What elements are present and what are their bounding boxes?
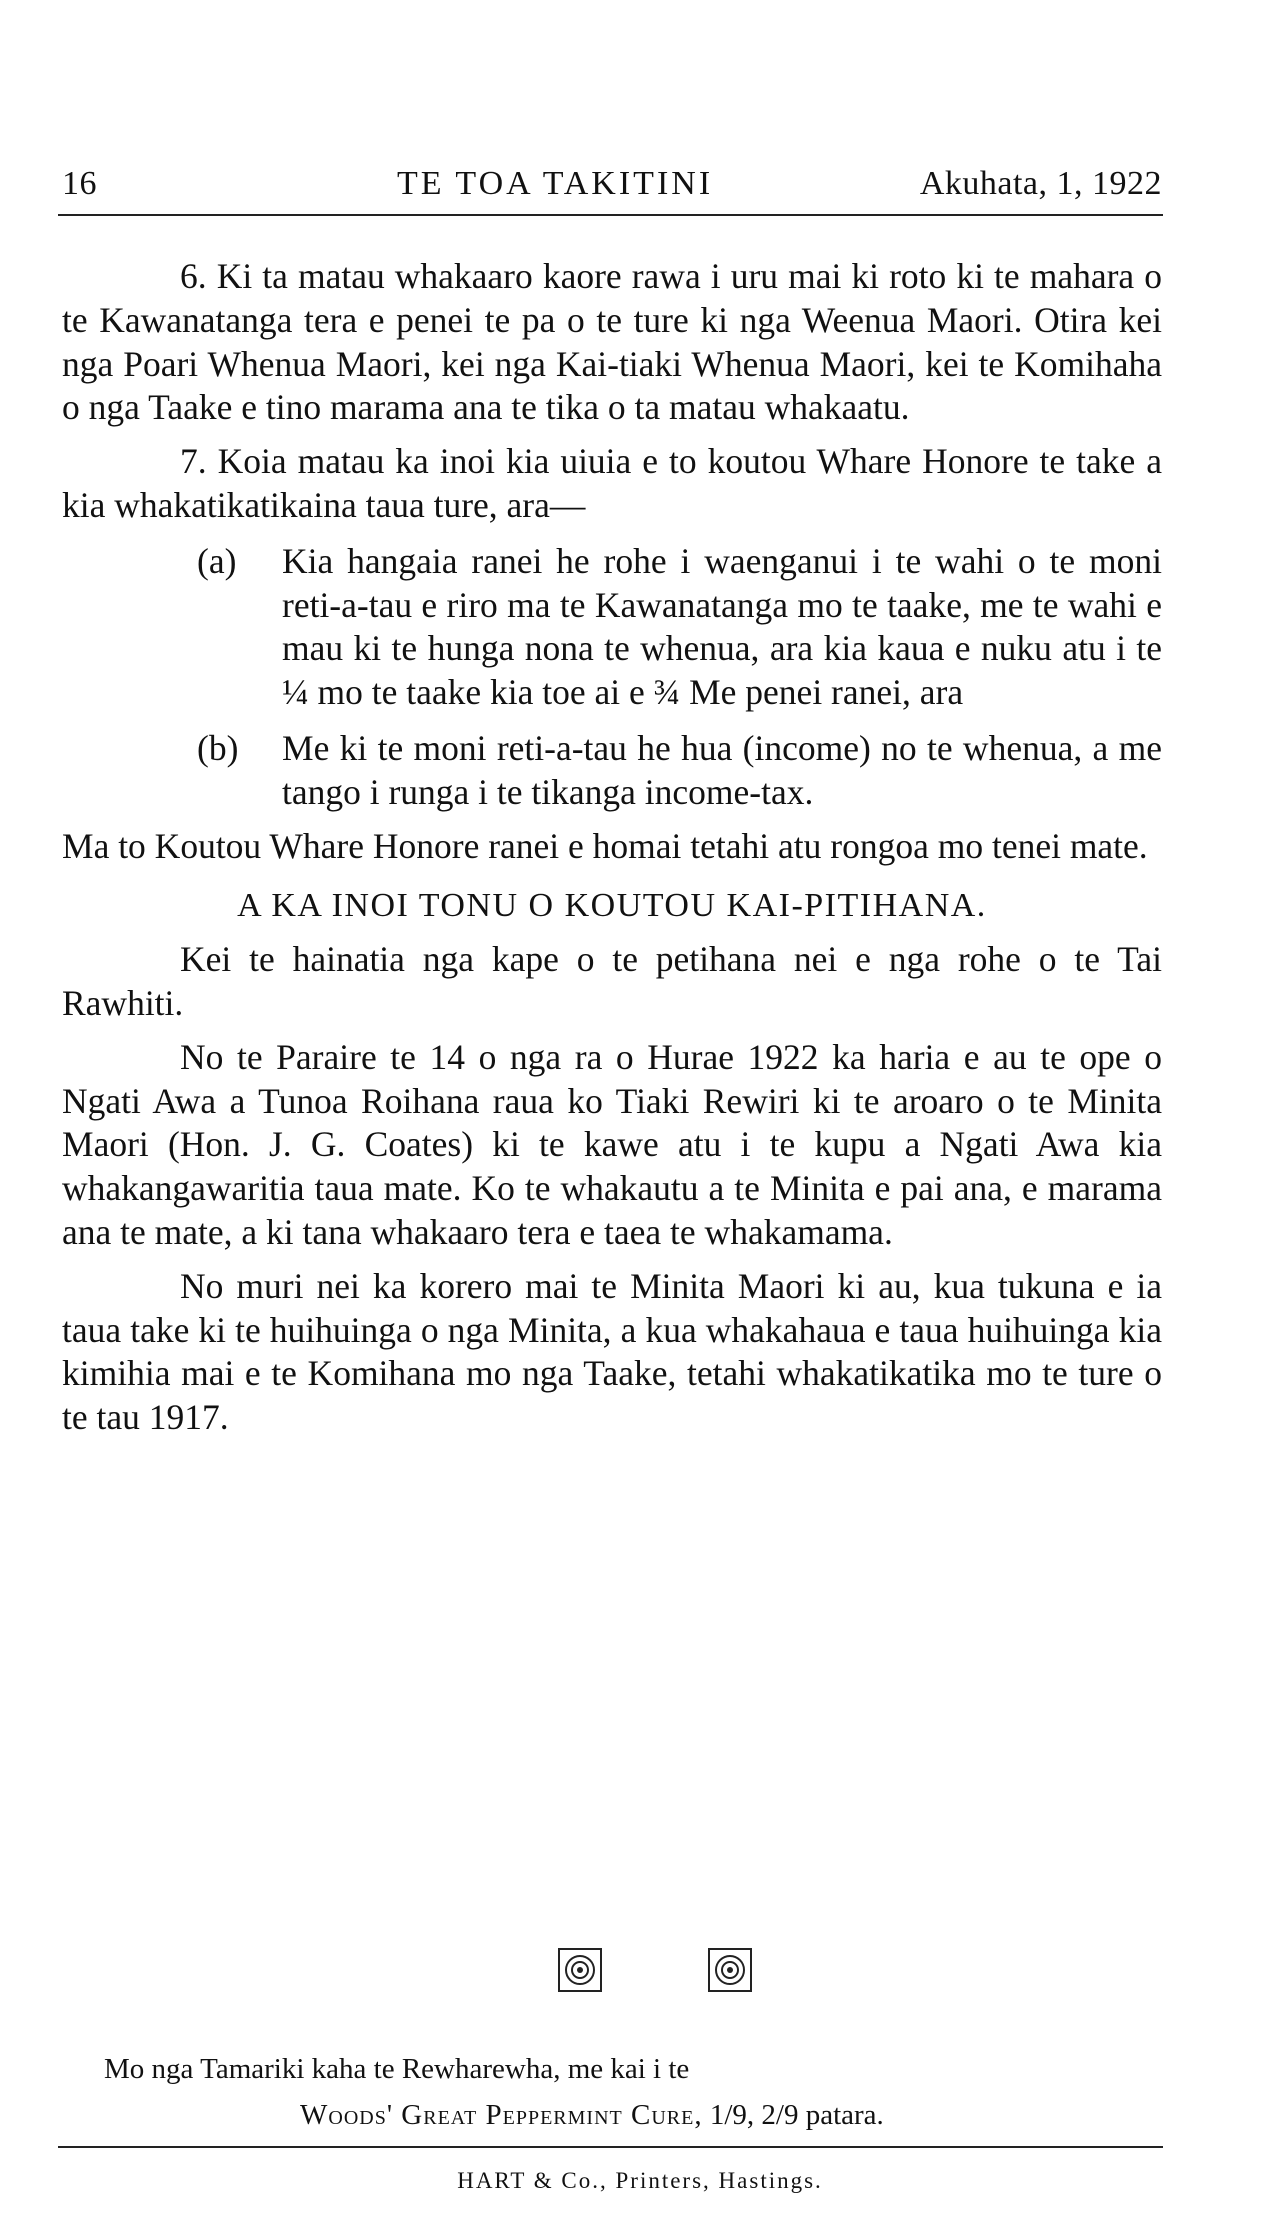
list-item-b [62, 727, 1162, 815]
issue-date: Akuhata, 1, 1922 [919, 165, 1162, 202]
advert-product-name: Woods' Great Peppermint Cure, [300, 2099, 703, 2131]
page-header [62, 165, 1162, 213]
paragraph-whare-honore: Ma to Koutou Whare Honore ranei e homai tetahi atu rongoa mo tenei mate. [62, 825, 1148, 866]
paragraph-kape: Kei te hainatia nga kape o te petihana nei e nga rohe o te Tai Rawhiti. [62, 939, 1162, 1023]
list-item-a-text: Kia hangaia ranei he rohe i waenganui i te wahi o te moni reti-a-tau e riro ma te Kawanatanga mo te taake, me te wahi e mau ki te hunga nona te whenua, ara kia kaua e nuku atu i te ¼ mo te taake kia toe ai e ¾ Me penei ranei, ara [282, 540, 1162, 713]
list-marker-b: (b) [197, 727, 239, 768]
advert-line-2 [104, 2092, 1164, 2138]
ornament-row [555, 1945, 775, 2005]
publication-title: TE TOA TAKITINI [397, 165, 714, 202]
paragraph-paraire: No te Paraire te 14 o nga ra o Hurae 1922 ka haria e au te ope o Ngati Awa a Tunoa Roihana raua ko Tiaki Rewiri ki te aroaro o te Minita Maori (Hon. J. G. Coates) ki te kawe atu i te kupu a Ngati Awa kia whakangawaritia taua mate. Ko te whakautu a te Minita e pai ana, e marama ana te mate, a ki tana whakaaro tera e taea te whakamama. [62, 1036, 1162, 1252]
advertisement [104, 2046, 1164, 2138]
header-rule [58, 214, 1163, 216]
footer-rule [58, 2146, 1163, 2148]
advert-line-1: Mo nga Tamariki kaha te Rewharewha, me kai i te [104, 2053, 690, 2085]
advert-price: 1/9, 2/9 patara. [709, 2099, 884, 2131]
paragraph-6: 6. Ki ta matau whakaaro kaore rawa i uru mai ki roto ki te mahara o te Kawanatanga tera e penei te pa o te ture ki nga Weenua Maori. Otira kei nga Poari Whenua Maori, kei nga Kai-tiaki Whenua Maori, kei te Komihaha o nga Taake e tino marama ana te tika o ta matau whakaatu. [62, 256, 1162, 428]
paragraph-muri: No muri nei ka korero mai te Minita Maori ki au, kua tukuna e ia taua take ki te huihuinga o nga Minita, a kua whakahaua e taua huihuinga kia kimihia mai e te Komihana mo nga Taake, tetahi whakatikatika mo te ture o te tau 1917. [62, 1265, 1162, 1438]
list-item-b-text: Me ki te moni reti-a-tau he hua (income) no te whenua, a me tango i runga i te tikanga income-tax. [282, 727, 1162, 812]
list-marker-a: (a) [197, 540, 237, 581]
list-item-a [62, 540, 1162, 715]
page-number: 16 [62, 165, 97, 202]
spiral-ornament-icon [555, 1945, 605, 1995]
printer-imprint: HART & Co., Printers, Hastings. [457, 2168, 823, 2193]
article-body [62, 255, 1162, 1440]
petition-closing-heading: A KA INOI TONU O KOUTOU KAI-PITIHANA. [237, 887, 987, 925]
paragraph-7: 7. Koia matau ka inoi kia uiuia e to koutou Whare Honore te take a kia whakatikatikaina taua ture, ara— [62, 441, 1162, 525]
spiral-ornament-icon [705, 1945, 755, 1995]
